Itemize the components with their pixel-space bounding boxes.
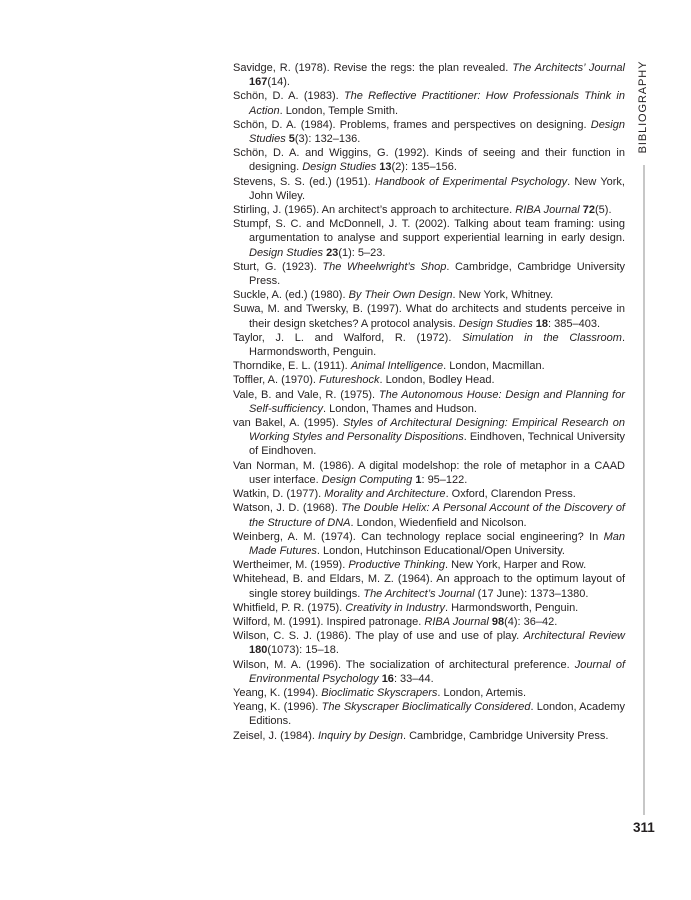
bibliography-entry: Schön, D. A. (1984). Problems, frames and perspectives on designing. Design Studies 5(3): 132–136. xyxy=(233,118,625,146)
bibliography-entry: Vale, B. and Vale, R. (1975). The Autonomous House: Design and Planning for Self-sufficiency. London, Thames and Hudson. xyxy=(233,388,626,415)
bibliography-entry: Yeang, K. (1996). The Skyscraper Bioclimatically Considered. London, Academy Editions. xyxy=(233,701,625,728)
bibliography-entry: Stumpf, S. C. and McDonnell, J. T. (2002). Talking about team framing: using argumentation to analyse and support experiential learning in early design. Design Studies 23(1): 5–23. xyxy=(233,218,625,259)
bibliography-entry: Taylor, J. L. and Walford, R. (1972). Simulation in the Classroom. Harmondsworth, Penguin. xyxy=(233,331,625,359)
bibliography-entry: Toffler, A. (1970). Futureshock. London, Bodley Head. xyxy=(233,374,495,387)
bibliography-entry: Watson, J. D. (1968). The Double Helix: A Personal Account of the Discovery of the Structure of DNA. London, Wiedenfield and Nicolson. xyxy=(233,502,625,529)
bibliography-entry: Schön, D. A. and Wiggins, G. (1992). Kinds of seeing and their function in designing. Design Studies 13(2): 135–156. xyxy=(233,147,625,174)
bibliography-entry: Sturt, G. (1923). The Wheelwright’s Shop. Cambridge, Cambridge University Press. xyxy=(233,260,625,288)
bibliography-entry: Wilson, C. S. J. (1986). The play of use and use of play. Architectural Review 180(1073): 15–18. xyxy=(233,630,625,657)
bibliography-entry: Wilson, M. A. (1996). The socialization of architectural preference. Journal of Environmental Psychology 16: 33–44. xyxy=(233,658,625,685)
bibliography-entry: Watkin, D. (1977). Morality and Architecture. Oxford, Clarendon Press. xyxy=(233,488,576,501)
bibliography-entry: Zeisel, J. (1984). Inquiry by Design. Cambridge, Cambridge University Press. xyxy=(233,729,609,742)
bibliography-entry: Schön, D. A. (1983). The Reflective Practitioner: How Professionals Think in Action. London, Temple Smith. xyxy=(233,90,625,117)
bibliography-entry: Weinberg, A. M. (1974). Can technology replace social engineering? In Man Made Futures. London, Hutchinson Educational/Open University. xyxy=(233,530,625,557)
bibliography-entry: Van Norman, M. (1986). A digital modelshop: the role of metaphor in a CAAD user interface. Design Computing 1: 95–122. xyxy=(233,459,625,486)
bibliography-entry: Savidge, R. (1978). Revise the regs: the plan revealed. The Architects’ Journal 167(14). xyxy=(233,62,625,89)
page-number: 311 xyxy=(633,820,655,835)
bibliography-entry: Stirling, J. (1965). An architect’s approach to architecture. RIBA Journal 72(5). xyxy=(233,204,612,217)
bibliography-entry: Stevens, S. S. (ed.) (1951). Handbook of Experimental Psychology. New York, John Wiley. xyxy=(233,175,625,202)
bibliography-list xyxy=(233,61,625,743)
bibliography-margin-label: BIBLIOGRAPHY xyxy=(637,60,649,154)
bibliography-entry: Suckle, A. (ed.) (1980). By Their Own Design. New York, Whitney. xyxy=(233,289,554,302)
bibliography-entry: Wilford, M. (1991). Inspired patronage. RIBA Journal 98(4): 36–42. xyxy=(233,615,558,628)
bibliography-entry: Whitfield, P. R. (1975). Creativity in Industry. Harmondsworth, Penguin. xyxy=(233,601,579,614)
bibliography-entry: Thorndike, E. L. (1911). Animal Intelligence. London, Macmillan. xyxy=(233,360,545,373)
margin-divider-line xyxy=(643,165,645,815)
bibliography-entry: van Bakel, A. (1995). Styles of Architectural Designing: Empirical Research on Working Styles and Personality Dispositions. Eindhoven, Technical University of Eindhoven. xyxy=(233,417,625,458)
bibliography-entry: Whitehead, B. and Eldars, M. Z. (1964). An approach to the optimum layout of single storey buildings. The Architect’s Journal (17 June): 1373–1380. xyxy=(233,573,625,600)
bibliography-entry: Suwa, M. and Twersky, B. (1997). What do architects and students perceive in their design sketches? A protocol analysis. Design Studies 18: 385–403. xyxy=(233,303,625,330)
bibliography-entry: Yeang, K. (1994). Bioclimatic Skyscrapers. London, Artemis. xyxy=(233,686,527,699)
bibliography-entry: Wertheimer, M. (1959). Productive Thinking. New York, Harper and Row. xyxy=(233,559,587,572)
